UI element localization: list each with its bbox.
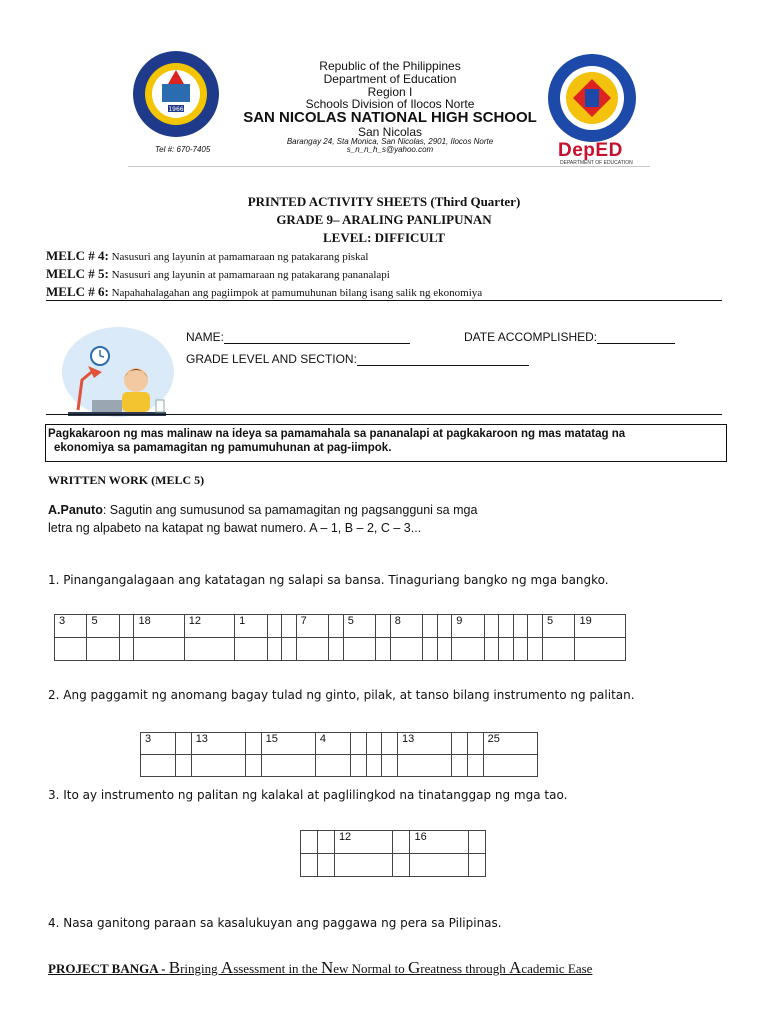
- grid-number-cell: [499, 615, 514, 638]
- grid-answer-cell[interactable]: [235, 638, 267, 661]
- question-3: 3. Ito ay instrumento ng palitan ng kalakal at paglilingkod na tinatanggap ng mga tao.: [48, 788, 568, 802]
- footer-word: ssessment in the: [233, 961, 321, 976]
- grid-answer-cell[interactable]: [437, 638, 452, 661]
- grid-number-cell: 5: [87, 615, 119, 638]
- grid-answer-cell[interactable]: [390, 638, 422, 661]
- grid-number-cell: 5: [343, 615, 375, 638]
- grid-answer-cell[interactable]: [175, 755, 191, 777]
- number-row: [141, 733, 538, 755]
- grid-answer-cell[interactable]: [134, 638, 184, 661]
- deped-subtitle: DEPARTMENT OF EDUCATION: [560, 160, 633, 166]
- grid-number-cell: [393, 831, 410, 854]
- answer-grid-1: [54, 614, 626, 661]
- question-2: 2. Ang paggamit ng anomang bagay tulad ng ginto, pilak, at tanso bilang instrumento ng palitan.: [48, 688, 635, 702]
- address-line: Barangay 24, Sta Monica, San Nicolas, 2901, Ilocos Norte: [286, 137, 494, 146]
- grid-number-cell: 8: [390, 615, 422, 638]
- grid-number-cell: [528, 615, 543, 638]
- grade-section-field: [186, 352, 529, 366]
- footer-cap: A: [220, 958, 234, 977]
- grid-answer-cell[interactable]: [366, 755, 382, 777]
- division-line: Schools Division of Ilocos Norte: [305, 97, 475, 111]
- date-field: [464, 330, 675, 344]
- grid-number-cell: [376, 615, 391, 638]
- grid-answer-cell[interactable]: [282, 638, 297, 661]
- footer-word: ringing: [180, 961, 221, 976]
- grid-number-cell: 7: [296, 615, 328, 638]
- grid-answer-cell[interactable]: [301, 854, 318, 877]
- footer-cap: A: [509, 958, 522, 977]
- footer-cap: N: [320, 958, 334, 977]
- footer-word: cademic Ease: [521, 961, 593, 976]
- grade-section-blank[interactable]: [357, 353, 529, 366]
- grid-number-cell: [175, 733, 191, 755]
- melc-text: Nasusuri ang layunin at pamamaraan ng patakarang piskal: [108, 251, 369, 263]
- grid-answer-cell[interactable]: [528, 638, 543, 661]
- question-4: 4. Nasa ganitong paraan sa kasalukuyan ang paggawa ng pera sa Pilipinas.: [48, 916, 502, 930]
- grid-number-cell: [469, 831, 486, 854]
- grid-answer-cell[interactable]: [469, 854, 486, 877]
- grid-answer-cell[interactable]: [119, 638, 134, 661]
- answer-row: [301, 854, 486, 877]
- grid-answer-cell[interactable]: [513, 638, 528, 661]
- grid-answer-cell[interactable]: [543, 638, 575, 661]
- grid-answer-cell[interactable]: [350, 755, 366, 777]
- grid-answer-cell[interactable]: [329, 638, 344, 661]
- panuto-label: A.Panuto: [48, 503, 103, 517]
- grid-number-cell: [437, 615, 452, 638]
- grid-answer-cell[interactable]: [423, 638, 438, 661]
- grid-answer-cell[interactable]: [55, 638, 87, 661]
- grid-answer-cell[interactable]: [87, 638, 119, 661]
- grid-answer-cell[interactable]: [191, 755, 245, 777]
- grid-number-cell: 15: [261, 733, 315, 755]
- melc-text: Napahahalagahan ang pagiimpok at pamumuhunan bilang isang salik ng ekonomiya: [108, 287, 483, 299]
- grid-answer-cell[interactable]: [452, 638, 484, 661]
- grid-number-cell: 13: [398, 733, 452, 755]
- panuto-line-2: letra ng alpabeto na katapat ng bawat numero. A – 1, B – 2, C – 3...: [48, 521, 422, 535]
- footer-cap: G: [407, 958, 421, 977]
- grid-number-cell: 12: [184, 615, 234, 638]
- grid-number-cell: [317, 831, 334, 854]
- grid-number-cell: [119, 615, 134, 638]
- melc-5: [46, 266, 390, 282]
- panuto-text: : Sagutin ang sumusunod sa pamamagitan ng pagsangguni sa mga: [102, 503, 478, 517]
- grid-number-cell: 3: [141, 733, 176, 755]
- grid-answer-cell[interactable]: [398, 755, 452, 777]
- melc-4: [46, 248, 368, 264]
- grid-number-cell: [484, 615, 499, 638]
- grid-number-cell: 4: [315, 733, 350, 755]
- project-banga-footer: [48, 958, 592, 978]
- grid-number-cell: 18: [134, 615, 184, 638]
- melc-label: MELC # 6:: [46, 284, 109, 299]
- grid-number-cell: 19: [575, 615, 626, 638]
- name-blank[interactable]: [224, 331, 410, 344]
- objective-line-2: ekonomiya sa pamamagitan ng pamumuhunan at pag-iimpok.: [54, 442, 392, 454]
- grade-title: GRADE 9– ARALING PANLIPUNAN: [276, 212, 492, 227]
- grid-answer-cell[interactable]: [382, 755, 398, 777]
- grid-number-cell: [329, 615, 344, 638]
- grid-answer-cell[interactable]: [575, 638, 626, 661]
- name-field: [186, 330, 410, 344]
- grid-answer-cell[interactable]: [315, 755, 350, 777]
- grid-number-cell: 9: [452, 615, 484, 638]
- grid-number-cell: [452, 733, 468, 755]
- republic-line: Republic of the Philippines: [319, 59, 461, 73]
- deped-seal-logo: [543, 53, 641, 151]
- grid-answer-cell[interactable]: [245, 755, 261, 777]
- grid-number-cell: [282, 615, 297, 638]
- grid-number-cell: [467, 733, 483, 755]
- written-work-heading: WRITTEN WORK (MELC 5): [48, 473, 205, 487]
- grid-number-cell: [423, 615, 438, 638]
- grid-number-cell: [513, 615, 528, 638]
- region-line: Region I: [367, 85, 413, 99]
- grid-number-cell: 16: [410, 831, 469, 854]
- level-title: LEVEL: DIFFICULT: [323, 230, 445, 245]
- town-line: San Nicolas: [357, 125, 423, 139]
- deped-wordmark: DepED: [558, 140, 623, 161]
- grid-number-cell: 1: [235, 615, 267, 638]
- grid-number-cell: [267, 615, 282, 638]
- grid-answer-cell[interactable]: [393, 854, 410, 877]
- melc-label: MELC # 4:: [46, 248, 109, 263]
- grid-answer-cell[interactable]: [261, 755, 315, 777]
- grid-number-cell: [245, 733, 261, 755]
- answer-row: [55, 638, 626, 661]
- seal-year: 1966: [168, 106, 184, 113]
- question-1: 1. Pinangangalagaan ang katatagan ng salapi sa bansa. Tinaguriang bangko ng mga bangko.: [48, 573, 609, 587]
- school-name: SAN NICOLAS NATIONAL HIGH SCHOOL: [243, 109, 537, 126]
- name-label: NAME:: [186, 330, 225, 344]
- grid-number-cell: [301, 831, 318, 854]
- number-row: [301, 831, 486, 854]
- grid-number-cell: [382, 733, 398, 755]
- grid-number-cell: 3: [55, 615, 87, 638]
- answer-grid-3: [300, 830, 486, 877]
- objective-line-1: Pagkakaroon ng mas malinaw na ideya sa pamamahala sa pananalapi at pagkakaroon ng mas matatag na: [48, 428, 626, 440]
- grid-number-cell: 5: [543, 615, 575, 638]
- grid-answer-cell[interactable]: [452, 755, 468, 777]
- grid-answer-cell[interactable]: [141, 755, 176, 777]
- answer-grid-2: [140, 732, 538, 777]
- school-seal-logo: [132, 50, 220, 138]
- footer-word: ew Normal to: [333, 961, 408, 976]
- objective-box: [45, 424, 727, 462]
- telephone: Tel #: 670-7405: [155, 145, 211, 154]
- grid-answer-cell[interactable]: [184, 638, 234, 661]
- grid-number-cell: 25: [483, 733, 537, 755]
- grade-section-label: GRADE LEVEL AND SECTION:: [186, 352, 357, 366]
- footer-word: reatness through: [420, 961, 510, 976]
- grid-answer-cell[interactable]: [499, 638, 514, 661]
- melc-text: Nasusuri ang layunin at pamamaraan ng patakarang pananalapi: [108, 269, 390, 281]
- date-blank[interactable]: [597, 331, 675, 344]
- grid-answer-cell[interactable]: [296, 638, 328, 661]
- panuto-line-1: [48, 503, 477, 517]
- department-line: Department of Education: [323, 72, 457, 86]
- grid-answer-cell[interactable]: [483, 755, 537, 777]
- footer-prefix: PROJECT BANGA -: [48, 961, 169, 976]
- grid-answer-cell[interactable]: [467, 755, 483, 777]
- melc-6: [46, 284, 482, 300]
- grid-number-cell: [350, 733, 366, 755]
- grid-answer-cell[interactable]: [317, 854, 334, 877]
- sheet-title: PRINTED ACTIVITY SHEETS (Third Quarter): [247, 194, 521, 209]
- footer-cap: B: [168, 958, 181, 977]
- grid-answer-cell[interactable]: [334, 854, 393, 877]
- grid-answer-cell[interactable]: [376, 638, 391, 661]
- grid-answer-cell[interactable]: [267, 638, 282, 661]
- grid-number-cell: 12: [334, 831, 393, 854]
- email-line: s_n_n_h_s@yahoo.com: [346, 145, 434, 154]
- grid-number-cell: [366, 733, 382, 755]
- grid-number-cell: 13: [191, 733, 245, 755]
- grid-answer-cell[interactable]: [484, 638, 499, 661]
- divider: [46, 414, 722, 415]
- student-illustration: [58, 320, 176, 420]
- number-row: [55, 615, 626, 638]
- divider: [46, 300, 722, 301]
- date-label: DATE ACCOMPLISHED:: [464, 330, 598, 344]
- answer-row: [141, 755, 538, 777]
- grid-answer-cell[interactable]: [343, 638, 375, 661]
- melc-label: MELC # 5:: [46, 266, 109, 281]
- grid-answer-cell[interactable]: [410, 854, 469, 877]
